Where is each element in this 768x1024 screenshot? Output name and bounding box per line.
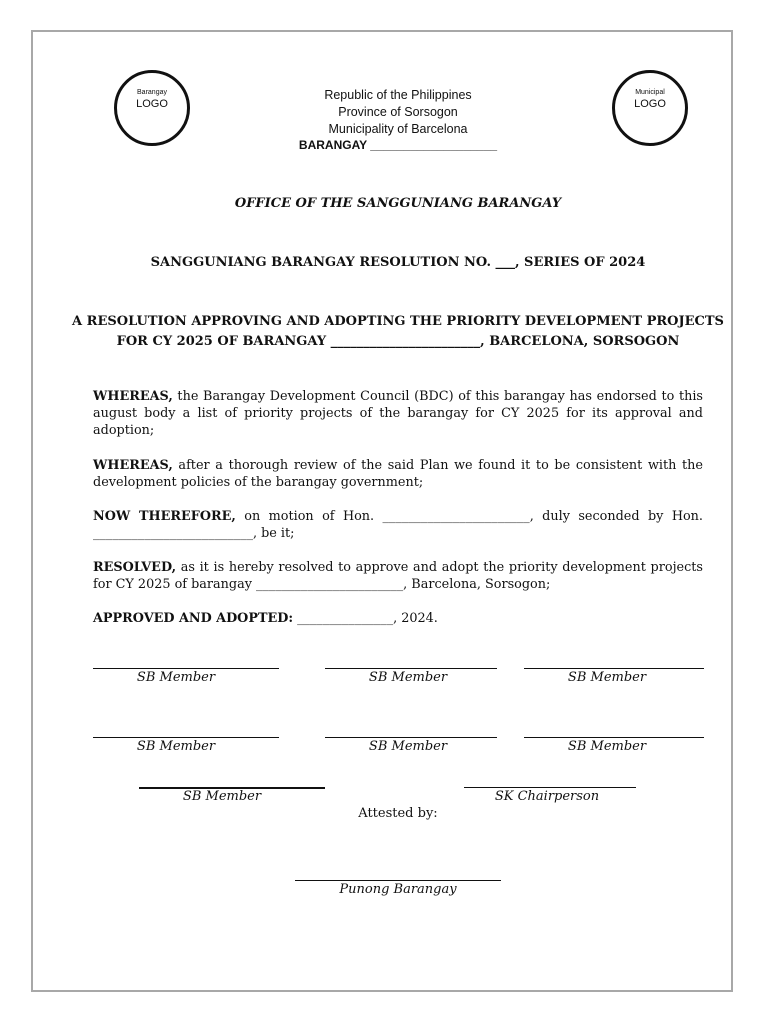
paragraph-text: on motion of Hon. _______________________, duly seconded by Hon. _________________________, be it; xyxy=(93,509,703,541)
header-municipality: Municipality of Barcelona xyxy=(328,122,468,136)
sb-member-label: SB Member xyxy=(368,670,448,685)
office-title: OFFICE OF THE SANGGUNIANG BARANGAY xyxy=(234,196,562,211)
signature-line xyxy=(524,737,704,738)
barangay-logo-caption: Barangay xyxy=(137,89,167,96)
paragraph-text: after a thorough review of the said Plan we found it to be consistent with the development policies of the barangay government; xyxy=(93,458,703,490)
signature-line xyxy=(295,880,501,881)
attested-by: Attested by: xyxy=(358,806,438,821)
sb-member-label: SB Member xyxy=(136,739,216,754)
paragraph-text: the Barangay Development Council (BDC) of this barangay has endorsed to this august body a list of priority projects of the barangay for CY 2025 for its approval and adoption; xyxy=(93,389,703,438)
signature-line xyxy=(325,668,497,669)
sb-member-label: SB Member xyxy=(567,739,647,754)
paragraph-text: as it is hereby resolved to approve and adopt the priority development projects for CY 2025 of barangay _______________________, Barcelona, Sorsogon; xyxy=(93,560,703,592)
resolution-title-line2: FOR CY 2025 OF BARANGAY _______________________, BARCELONA, SORSOGON xyxy=(116,334,680,349)
header-province: Province of Sorsogon xyxy=(338,105,458,119)
sb-member-label: SB Member xyxy=(182,789,262,804)
approved-adopted-line xyxy=(93,610,703,627)
paragraph-lead: WHEREAS, xyxy=(93,389,173,404)
sb-member-label: SB Member xyxy=(136,670,216,685)
signature-line xyxy=(325,737,497,738)
sb-member-label: SB Member xyxy=(368,739,448,754)
resolution-number: SANGGUNIANG BARANGAY RESOLUTION NO. ___, SERIES OF 2024 xyxy=(150,255,646,270)
barangay-logo-text: LOGO xyxy=(136,98,168,110)
signature-line xyxy=(524,668,704,669)
signature-line xyxy=(93,737,279,738)
paragraph-lead: WHEREAS, xyxy=(93,458,173,473)
header-republic: Republic of the Philippines xyxy=(324,88,472,102)
whereas-paragraph-1 xyxy=(93,388,703,439)
signature-line xyxy=(93,668,279,669)
municipal-logo-text: LOGO xyxy=(634,98,666,110)
resolution-title xyxy=(0,312,768,352)
header-barangay: BARANGAY ___________________ xyxy=(298,138,498,152)
signature-line xyxy=(464,787,636,788)
sb-member-label: SB Member xyxy=(567,670,647,685)
municipal-logo-caption: Municipal xyxy=(635,89,665,96)
now-therefore-paragraph xyxy=(93,508,703,542)
whereas-paragraph-2 xyxy=(93,457,703,491)
resolution-title-line1: A RESOLUTION APPROVING AND ADOPTING THE PRIORITY DEVELOPMENT PROJECTS xyxy=(72,314,724,329)
paragraph-lead: RESOLVED, xyxy=(93,560,177,575)
resolved-paragraph xyxy=(93,559,703,593)
paragraph-text: _______________, 2024. xyxy=(293,611,438,626)
punong-barangay-label: Punong Barangay xyxy=(339,882,457,897)
paragraph-lead: NOW THEREFORE, xyxy=(93,509,236,524)
sk-chairperson-label: SK Chairperson xyxy=(494,789,600,804)
paragraph-lead: APPROVED AND ADOPTED: xyxy=(93,611,294,626)
